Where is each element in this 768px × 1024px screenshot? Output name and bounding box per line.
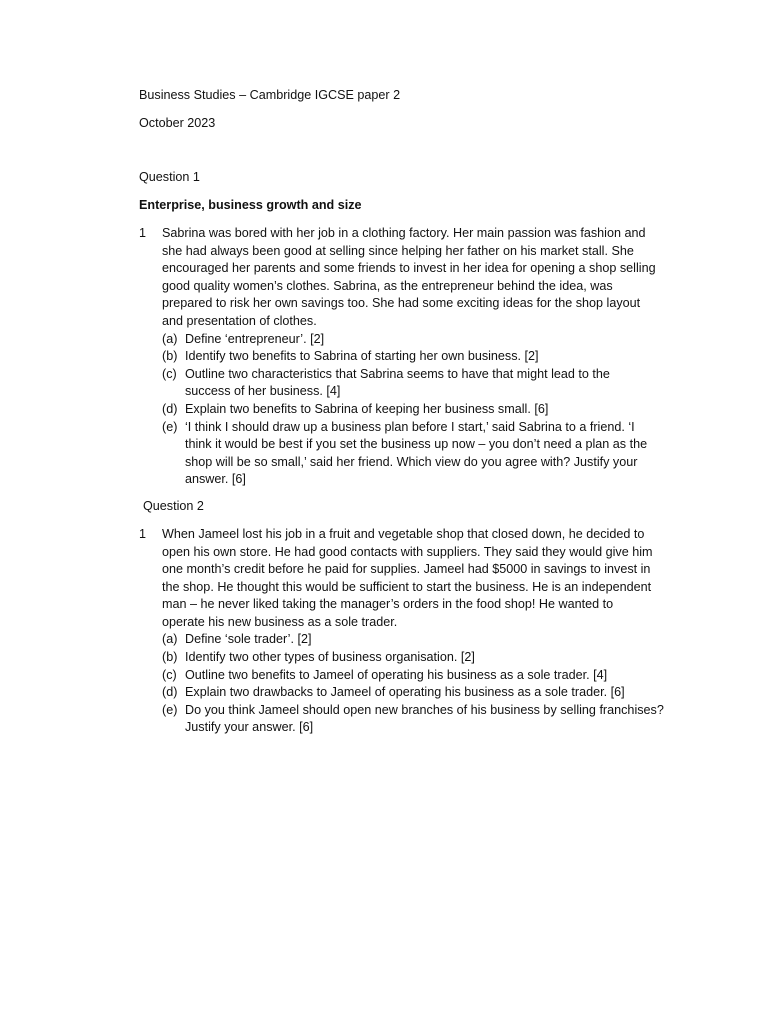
stem-line: good quality women’s clothes. Sabrina, as the entrepreneur behind the idea, was — [162, 278, 613, 293]
question-2-stem — [162, 526, 674, 632]
stem-line: the shop. He thought this would be sufficient to start the business. He is an independent — [162, 579, 652, 594]
document-date: October 2023 — [139, 116, 216, 130]
part-text: think it would be best if you set the business up now – you don’t need a plan as the — [185, 437, 648, 452]
part-text: Do you think Jameel should open new branches of his business by selling franchises? — [185, 702, 664, 717]
question-2-number: 1 — [139, 526, 147, 541]
part-label: (b) — [162, 349, 178, 364]
part-label: (e) — [162, 702, 178, 717]
part-text: Identify two benefits to Sabrina of starting her own business. [2] — [185, 349, 539, 364]
stem-line: man – he never liked taking the manager’s orders in the food shop! He wanted to — [162, 597, 614, 612]
question-2-block — [139, 526, 679, 737]
part-text: shop will be so small,’ said her friend. Which view do you agree with? Justify your — [185, 454, 638, 469]
question-1-number: 1 — [139, 226, 147, 240]
question-1-part-b — [162, 348, 679, 366]
stem-line: When Jameel lost his job in a fruit and vegetable shop that closed down, he decided to — [162, 526, 645, 541]
part-label: (e) — [162, 419, 178, 434]
question-1-block — [139, 225, 679, 489]
question-2-heading: Question 2 — [143, 498, 204, 513]
question-1-heading: Question 1 — [139, 170, 200, 184]
part-text: Define ‘sole trader’. [2] — [185, 632, 312, 647]
part-text: answer. [6] — [185, 472, 246, 487]
question-2-part-a — [162, 631, 679, 649]
question-1-part-e — [162, 419, 679, 489]
question-2-part-e — [162, 702, 679, 737]
part-text: Explain two drawbacks to Jameel of operating his business as a sole trader. [6] — [185, 685, 625, 700]
part-text: Explain two benefits to Sabrina of keeping her business small. [6] — [185, 401, 549, 416]
exam-page — [139, 87, 679, 737]
question-2-parts — [162, 631, 679, 737]
question-1-part-d — [162, 401, 679, 419]
stem-line: operate his new business as a sole trader. — [162, 614, 398, 629]
part-text: Identify two other types of business organisation. [2] — [185, 650, 475, 665]
question-2-part-d — [162, 684, 679, 702]
question-2-part-b — [162, 649, 679, 667]
part-label: (b) — [162, 650, 178, 665]
part-text: success of her business. [4] — [185, 384, 341, 399]
part-text: Outline two benefits to Jameel of operating his business as a sole trader. [4] — [185, 667, 608, 682]
stem-line: she had always been good at selling since helping her father on his market stall. She — [162, 243, 634, 258]
part-label: (a) — [162, 632, 178, 647]
question-1-topic: Enterprise, business growth and size — [139, 198, 362, 212]
part-label: (c) — [162, 667, 177, 682]
stem-line: and presentation of clothes. — [162, 313, 317, 328]
stem-line: one month’s credit before he paid for supplies. Jameel had $5000 in savings to invest in — [162, 562, 651, 577]
part-label: (a) — [162, 331, 178, 346]
stem-line: prepared to risk her own savings too. She had some exciting ideas for the shop layout — [162, 296, 641, 311]
part-text: Justify your answer. [6] — [185, 720, 314, 735]
part-label: (c) — [162, 366, 177, 381]
question-1-stem — [162, 225, 674, 331]
stem-line: encouraged her parents and some friends to invest in her idea for opening a shop selling — [162, 261, 656, 276]
part-text: ‘I think I should draw up a business plan before I start,’ said Sabrina to a friend. ‘I — [185, 419, 635, 434]
question-1-part-c — [162, 366, 679, 401]
part-label: (d) — [162, 401, 178, 416]
question-1-part-a — [162, 331, 679, 349]
question-1-parts — [162, 331, 679, 489]
document-title: Business Studies – Cambridge IGCSE paper 2 — [139, 88, 401, 102]
part-text: Define ‘entrepreneur’. [2] — [185, 331, 325, 346]
stem-line: open his own store. He had good contacts with suppliers. They said they would give him — [162, 544, 653, 559]
stem-line: Sabrina was bored with her job in a clothing factory. Her main passion was fashion and — [162, 226, 646, 240]
question-2-part-c — [162, 667, 679, 685]
part-label: (d) — [162, 685, 178, 700]
part-text: Outline two characteristics that Sabrina seems to have that might lead to the — [185, 366, 610, 381]
